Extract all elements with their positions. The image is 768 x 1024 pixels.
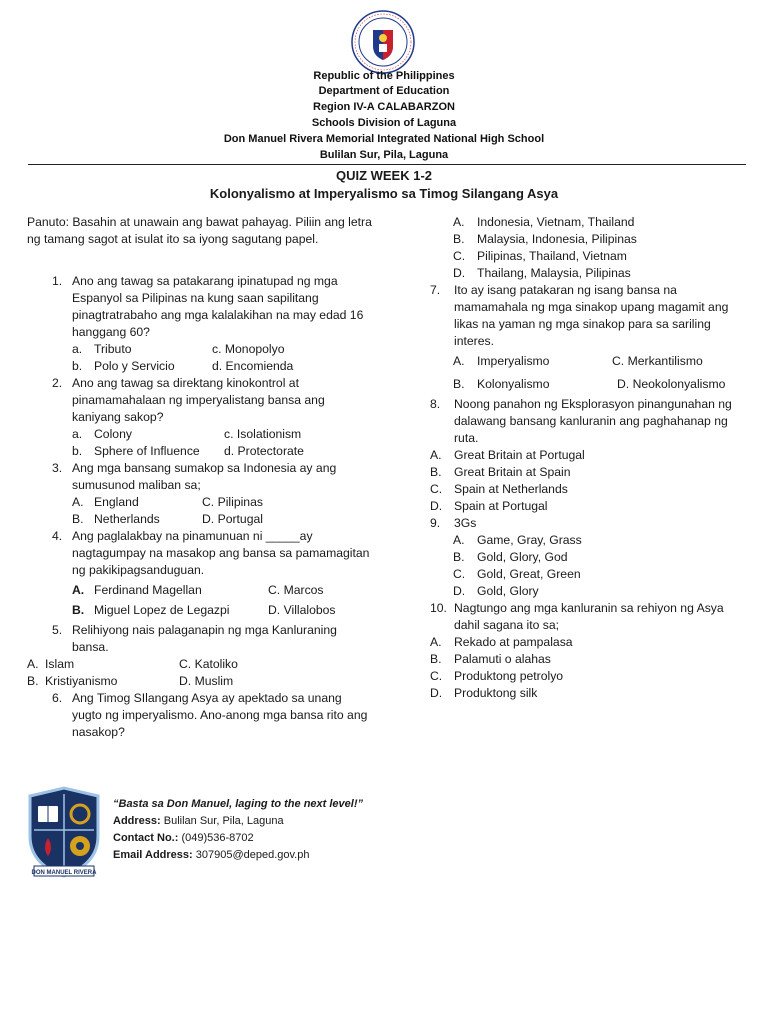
question-text: Ang Timog SIlangang Asya ay apektado sa unang yugto ng imperyalismo. Ano-anong mga bansa rito ang nasakop? <box>72 691 368 739</box>
quiz-title: QUIZ WEEK 1-2 <box>335 168 433 183</box>
option-text: Colony <box>94 427 132 441</box>
option-text: England <box>94 495 139 509</box>
question-number: 4. <box>52 529 63 543</box>
question-3 <box>27 460 372 494</box>
q9-options <box>430 532 752 600</box>
question-4 <box>27 528 372 579</box>
question-text: Relihiyong nais palaganapin ng mga Kanluraning bansa. <box>72 623 337 654</box>
option-text: d. Encomienda <box>212 359 294 373</box>
school-motto: “Basta sa Don Manuel, laging to the next level!” <box>113 798 363 810</box>
option <box>453 248 752 265</box>
option-text: C. Merkantilismo <box>612 354 703 368</box>
option <box>453 532 752 549</box>
option <box>430 447 752 464</box>
option <box>453 231 752 248</box>
option-text: Kolonyalismo <box>477 377 550 391</box>
school-logo-text: DON MANUEL RIVERA <box>31 870 97 876</box>
right-column <box>430 214 752 702</box>
option-text: Tributo <box>94 342 132 356</box>
question-text: Ano ang tawag sa patakarang ipinatupad ng mga Espanyol sa Pilipinas na kung saan sapilitang pinagtratrabaho ang mga kalalakihan na may edad 16 hanggang 60? <box>72 274 364 339</box>
option-letter: A. <box>453 533 465 547</box>
question-5 <box>27 622 372 656</box>
question-number: 1. <box>52 274 63 288</box>
option-text: C. Katoliko <box>179 657 238 671</box>
header-line-5: Don Manuel Rivera Memorial Integrated National High School <box>223 133 545 145</box>
option-text: D. Portugal <box>202 512 263 526</box>
email-label: Email Address: <box>113 849 193 861</box>
option-letter: A. <box>453 215 465 229</box>
option-letter: B. <box>453 550 465 564</box>
option-letter: A. <box>430 635 442 649</box>
left-column <box>27 214 372 741</box>
option-letter: C. <box>453 249 466 263</box>
question-8 <box>430 396 752 447</box>
option-text: Malaysia, Indonesia, Pilipinas <box>477 232 637 246</box>
option-text: Great Britain at Portugal <box>454 448 585 462</box>
option <box>430 651 752 668</box>
option-letter: B. <box>72 512 84 526</box>
option <box>453 214 752 231</box>
question-number: 6. <box>52 691 63 705</box>
option-text: Rekado at pampalasa <box>454 635 573 649</box>
quiz-subtitle: Kolonyalismo at Imperyalismo sa Timog Silangang Asya <box>209 186 559 201</box>
option <box>453 265 752 282</box>
address-line <box>113 813 363 830</box>
question-number: 2. <box>52 376 63 390</box>
option-letter: C. <box>430 669 443 683</box>
footer <box>113 796 363 864</box>
option-text: D. Muslim <box>179 674 234 688</box>
options-row <box>27 443 372 460</box>
option-letter: A. <box>430 448 442 462</box>
option-letter: A. <box>27 657 39 671</box>
option-text: Islam <box>45 657 75 671</box>
question-number: 3. <box>52 461 63 475</box>
option-text: d. Protectorate <box>224 444 304 458</box>
option-text: Ferdinand Magellan <box>94 583 202 597</box>
option-letter: B. <box>430 465 442 479</box>
option <box>430 481 752 498</box>
school-logo <box>24 786 104 884</box>
instructions: Panuto: Basahin at unawain ang bawat pahayag. Piliin ang letra ng tamang sagot at isulat ito sa iyong sagutang papel. <box>27 215 372 246</box>
option-text: Thailang, Malaysia, Pilipinas <box>477 266 631 280</box>
options-row <box>27 602 372 619</box>
option-letter: B. <box>453 377 465 391</box>
option <box>453 583 752 600</box>
options-row <box>27 656 372 673</box>
q6-options <box>430 214 752 282</box>
option-letter: a. <box>72 427 83 441</box>
contact-value: (049)536-8702 <box>178 832 254 844</box>
option-letter: b. <box>72 359 83 373</box>
option <box>430 634 752 651</box>
option-text: C. Marcos <box>268 583 324 597</box>
options-row <box>430 353 752 370</box>
question-number: 8. <box>430 397 441 411</box>
options-row <box>27 582 372 599</box>
option-text: Produktong petrolyo <box>454 669 564 683</box>
option-text: D. Neokolonyalismo <box>617 377 726 391</box>
option-text: Great Britain at Spain <box>454 465 571 479</box>
option <box>453 549 752 566</box>
option-text: Spain at Netherlands <box>454 482 568 496</box>
option-text: Gold, Great, Green <box>477 567 581 581</box>
option-text: c. Isolationism <box>224 427 302 441</box>
question-text: Ano ang tawag sa direktang kinokontrol at pinamamahalaan ng imperyalistang bansa ang kaniyang sakop? <box>72 376 325 424</box>
option-text: Miguel Lopez de Legazpi <box>94 603 230 617</box>
option-letter: D. <box>430 499 443 513</box>
question-2 <box>27 375 372 426</box>
question-number: 10. <box>430 601 447 615</box>
option-letter: b. <box>72 444 83 458</box>
header-line-6: Bulilan Sur, Pila, Laguna <box>319 149 449 161</box>
options-row <box>27 511 372 528</box>
question-number: 7. <box>430 283 441 297</box>
option-letter: B. <box>27 674 39 688</box>
contact-label: Contact No.: <box>113 832 179 844</box>
option-text: C. Pilipinas <box>202 495 263 509</box>
option-text: Spain at Portugal <box>454 499 548 513</box>
option <box>430 498 752 515</box>
header-line-3: Region IV-A CALABARZON <box>313 101 455 113</box>
options-row <box>27 426 372 443</box>
option-letter: C. <box>430 482 443 496</box>
question-text: Ito ay isang patakaran ng isang bansa na mamamahala ng mga sinakop upang magamit ang likas na yaman ng mga sinakop para sa sariling interes. <box>454 283 729 348</box>
question-text: 3Gs <box>454 516 477 530</box>
option-text: Netherlands <box>94 512 160 526</box>
header-line-4: Schools Division of Laguna <box>311 117 457 129</box>
header-line-1: Republic of the Philippines <box>313 70 455 82</box>
options-row <box>27 358 372 375</box>
option-letter: B. <box>453 232 465 246</box>
question-number: 5. <box>52 623 63 637</box>
question-10 <box>430 600 752 634</box>
address-value: Bulilan Sur, Pila, Laguna <box>160 815 284 827</box>
option-letter: A. <box>453 354 465 368</box>
option-text: Palamuti o alahas <box>454 652 551 666</box>
option-text: Game, Gray, Grass <box>477 533 582 547</box>
question-number: 9. <box>430 516 441 530</box>
option-text: Polo y Servicio <box>94 359 175 373</box>
question-text: Noong panahon ng Eksplorasyon pinangunahan ng dalawang bansang kanluranin ang paghahanap ng ruta. <box>454 397 732 445</box>
deped-seal-logo <box>351 10 415 74</box>
option-letter: A. <box>72 495 84 509</box>
option-letter: D. <box>430 686 443 700</box>
address-label: Address: <box>113 815 161 827</box>
email-line <box>113 847 363 864</box>
header-divider <box>28 164 746 165</box>
email-value: 307905@deped.gov.ph <box>192 849 310 861</box>
option-text: D. Villalobos <box>268 603 336 617</box>
contact-line <box>113 830 363 847</box>
question-6 <box>27 690 372 741</box>
option-letter: B. <box>430 652 442 666</box>
question-text: Ang paglalakbay na pinamunuan ni _____ay nagtagumpay na masakop ang bansa sa pamamagitan ng pakikipagsanduguan. <box>72 529 370 577</box>
question-text: Ang mga bansang sumakop sa Indonesia ay ang sumusunod maliban sa; <box>72 461 337 492</box>
question-7 <box>430 282 752 350</box>
option-text: Gold, Glory <box>477 584 539 598</box>
options-row <box>27 673 372 690</box>
question-text: Nagtungo ang mga kanluranin sa rehiyon ng Asya dahil sagana ito sa; <box>454 601 724 632</box>
option-letter: B. <box>72 603 85 617</box>
option <box>430 668 752 685</box>
option-letter: a. <box>72 342 83 356</box>
option-text: Kristiyanismo <box>45 674 118 688</box>
question-9 <box>430 515 752 532</box>
option-letter: A. <box>72 583 85 597</box>
options-row <box>27 341 372 358</box>
option-letter: D. <box>453 266 466 280</box>
option <box>430 685 752 702</box>
options-row <box>430 376 752 393</box>
option-text: Produktong silk <box>454 686 538 700</box>
header-line-2: Department of Education <box>318 85 450 97</box>
option-text: Pilipinas, Thailand, Vietnam <box>477 249 627 263</box>
option-text: Imperyalismo <box>477 354 550 368</box>
options-row <box>27 494 372 511</box>
option-letter: D. <box>453 584 466 598</box>
option <box>430 464 752 481</box>
option-text: c. Monopolyo <box>212 342 285 356</box>
option-text: Indonesia, Vietnam, Thailand <box>477 215 635 229</box>
option-text: Sphere of Influence <box>94 444 200 458</box>
option <box>453 566 752 583</box>
option-text: Gold, Glory, God <box>477 550 568 564</box>
question-1 <box>27 273 372 341</box>
option-letter: C. <box>453 567 466 581</box>
